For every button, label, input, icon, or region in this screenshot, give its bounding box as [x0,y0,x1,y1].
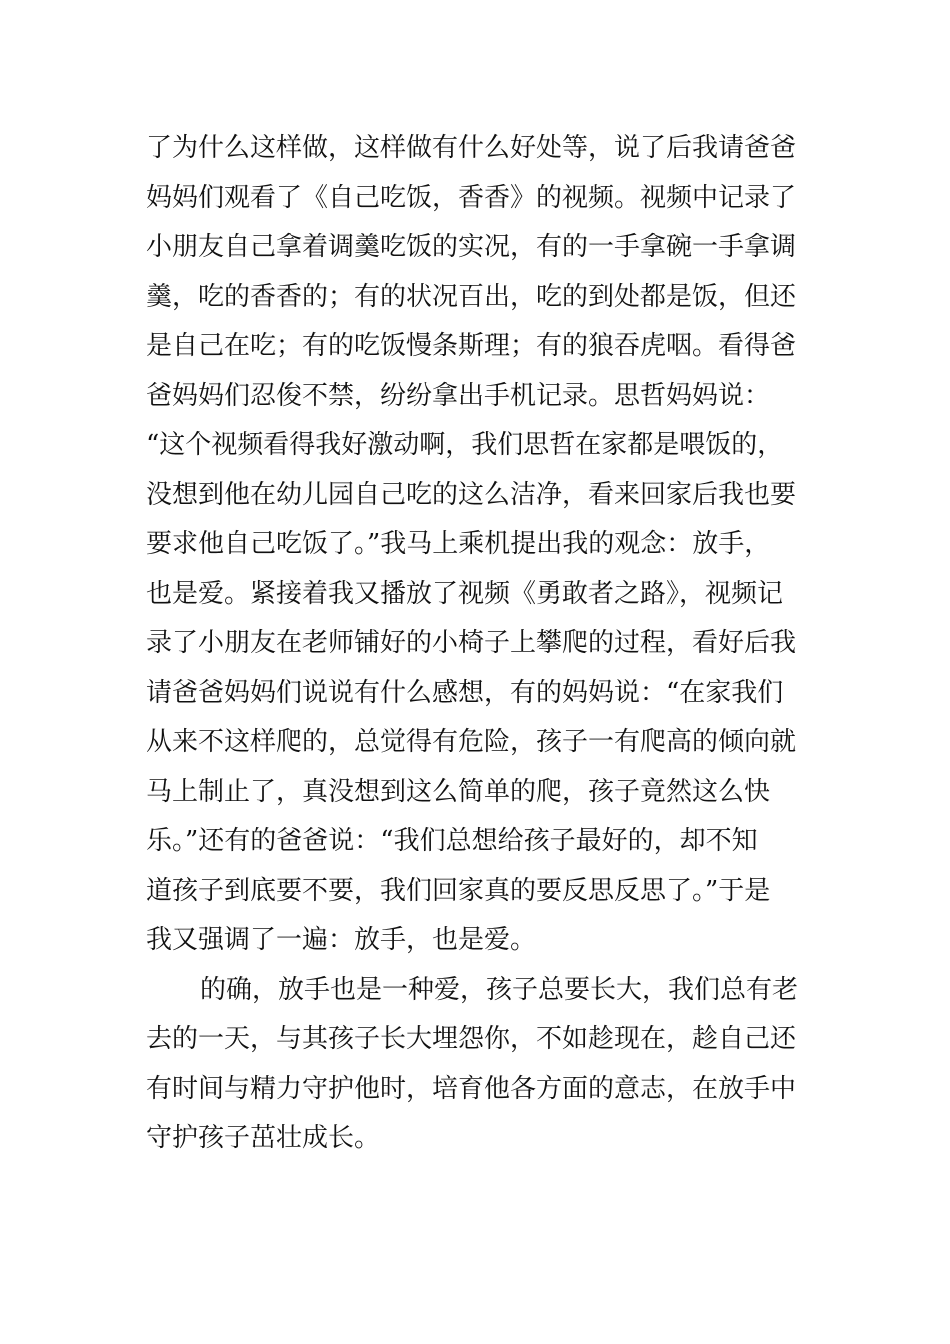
text-line: 也是爱。紧接着我又播放了视频《勇敢者之路》，视频记 [146,578,784,609]
text-line: 妈妈们观看了《自己吃饭，香香》的视频。视频中记录了 [146,182,797,213]
text-line: 请爸爸妈妈们说说有什么感想，有的妈妈说：“在家我们 [146,677,784,708]
text-line: 没想到他在幼儿园自己吃的这么洁净，看来回家后我也要 [146,479,797,510]
text-line: 了为什么这样做，这样做有什么好处等，说了后我请爸爸 [146,133,797,163]
text-line: “这个视频看得我好激动啊，我们思哲在家都是喂饭的， [146,430,784,460]
text-line: 是自己在吃；有的吃饭慢条斯理；有的狼吞虎咽。看得爸 [146,331,797,361]
body-text [146,124,806,1164]
text-line: 羹，吃的香香的；有的状况百出，吃的到处都是饭，但还 [146,281,797,312]
text-line: 从来不这样爬的，总觉得有危险，孩子一有爬高的倾向就 [146,727,797,757]
text-line: 有时间与精力守护他时，培育他各方面的意志，在放手中 [146,1073,797,1104]
text-line: 爸妈妈们忍俊不禁，纷纷拿出手机记录。思哲妈妈说： [146,380,771,411]
text-line: 去的一天，与其孩子长大埋怨你，不如趁现在，趁自己还 [146,1024,797,1054]
text-line: 乐。”还有的爸爸说：“我们总想给孩子最好的，却不知 [146,826,758,856]
text-line: 守护孩子茁壮成长。 [146,1123,381,1153]
text-line: 录了小朋友在老师铺好的小椅子上攀爬的过程，看好后我 [146,628,797,658]
text-line: 要求他自己吃饭了。”我马上乘机提出我的观念：放手， [146,529,771,559]
text-line: 小朋友自己拿着调羹吃饭的实况，有的一手拿碗一手拿调 [146,232,797,262]
text-line: 道孩子到底要不要，我们回家真的要反思反思了。”于是 [146,875,771,906]
text-line: 马上制止了，真没想到这么简单的爬，孩子竟然这么快 [146,776,771,807]
text-line: 我又强调了一遍：放手，也是爱。 [146,925,537,955]
paragraph-first-line: 的确，放手也是一种爱，孩子总要长大，我们总有老 [200,974,799,1005]
